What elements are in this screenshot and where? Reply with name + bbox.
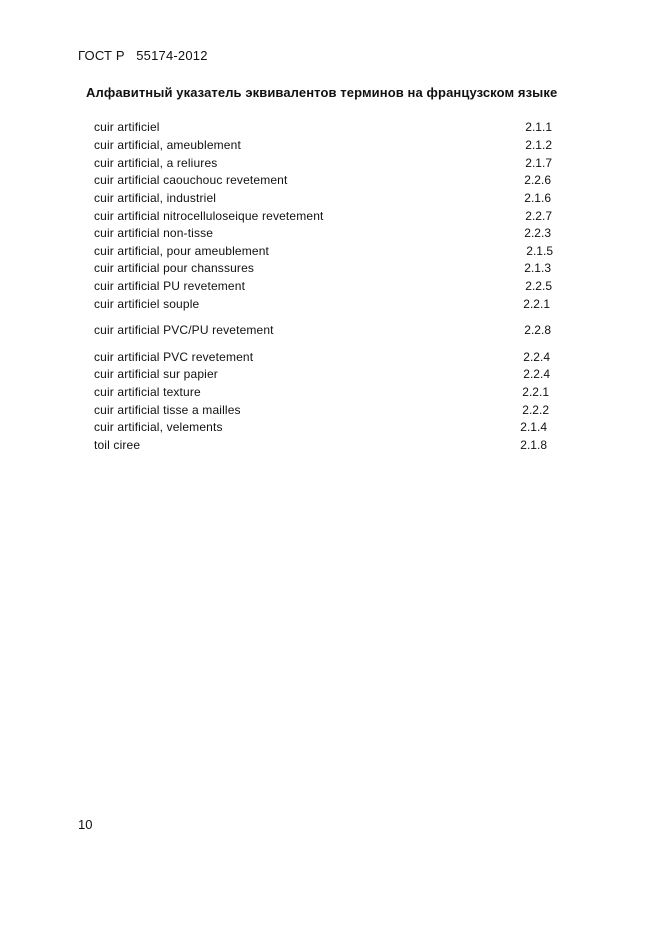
index-entry — [0, 208, 661, 224]
index-entry — [0, 243, 661, 259]
entry-reference: 2.2.6 — [524, 173, 551, 187]
entry-reference: 2.1.8 — [520, 438, 547, 452]
entry-term: cuir artificial, industriel — [94, 191, 217, 205]
index-entry — [0, 322, 661, 338]
entry-reference: 2.2.5 — [525, 279, 552, 293]
entry-reference: 2.2.1 — [523, 297, 550, 311]
entry-reference: 2.2.2 — [522, 403, 549, 417]
entry-term: cuir artificial non-tisse — [94, 226, 214, 240]
entry-term: cuir artificiel — [94, 120, 160, 134]
entry-term: cuir artificial, velements — [94, 420, 223, 434]
entry-reference: 2.1.3 — [524, 261, 551, 275]
entry-reference: 2.2.1 — [522, 385, 549, 399]
index-entry — [0, 419, 661, 435]
entry-term: cuir artificial PVC/PU revetement — [94, 323, 274, 337]
index-entry — [0, 172, 661, 188]
index-entry — [0, 225, 661, 241]
index-entry — [0, 437, 661, 453]
entry-term: cuir artificial, pour ameublement — [94, 244, 270, 258]
entry-reference: 2.1.1 — [525, 120, 552, 134]
index-entry — [0, 384, 661, 400]
entry-reference: 2.1.6 — [524, 191, 551, 205]
entry-reference: 2.2.4 — [523, 367, 550, 381]
index-entry — [0, 119, 661, 135]
entry-term: cuir artificial nitrocelluloseique revetement — [94, 209, 324, 223]
index-title: Алфавитный указатель эквивалентов терминов на французском языке — [86, 85, 558, 100]
entry-reference: 2.1.4 — [520, 420, 547, 434]
page-number: 10 — [78, 817, 93, 832]
index-entry — [0, 349, 661, 365]
entry-reference: 2.1.2 — [525, 138, 552, 152]
index-entry — [0, 155, 661, 171]
index-entry — [0, 190, 661, 206]
entry-reference: 2.2.7 — [525, 209, 552, 223]
entry-reference: 2.2.4 — [523, 350, 550, 364]
document-code-header: ГОСТ Р 55174-2012 — [78, 48, 208, 63]
index-entry — [0, 260, 661, 276]
index-entry — [0, 296, 661, 312]
entry-term: cuir artificial tisse a mailles — [94, 403, 241, 417]
entry-reference: 2.1.7 — [525, 156, 552, 170]
entry-reference: 2.2.8 — [524, 323, 551, 337]
entry-term: cuir artificial PVC revetement — [94, 350, 254, 364]
index-entry — [0, 137, 661, 153]
entry-term: cuir artificial PU revetement — [94, 279, 246, 293]
entry-term: cuir artificial, a reliures — [94, 156, 218, 170]
index-entry — [0, 402, 661, 418]
entry-term: cuir artificiel souple — [94, 297, 200, 311]
entry-term: cuir artificial texture — [94, 385, 201, 399]
entry-term: cuir artificial caouchouc revetement — [94, 173, 288, 187]
entry-term: cuir artificial, ameublement — [94, 138, 241, 152]
entry-term: cuir artificial sur papier — [94, 367, 218, 381]
entry-reference: 2.1.5 — [526, 244, 553, 258]
index-entry — [0, 278, 661, 294]
entry-reference: 2.2.3 — [524, 226, 551, 240]
entry-term: toil ciree — [94, 438, 141, 452]
entry-term: cuir artificial pour chanssures — [94, 261, 255, 275]
index-entry — [0, 366, 661, 382]
